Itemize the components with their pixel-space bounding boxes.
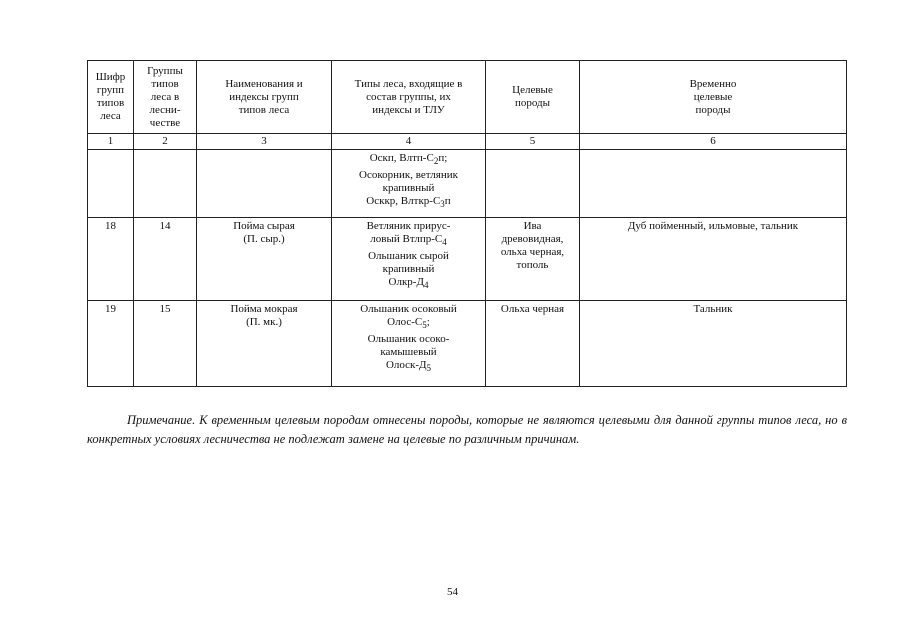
forest-type-line: крапивный: [382, 263, 435, 275]
cell-line: (П. сыр.): [243, 233, 285, 245]
name-cell: [197, 150, 332, 218]
forest-type-line: Олкр-$Д_4$: [388, 276, 429, 290]
header-line: типов леса: [238, 103, 290, 116]
index-subscript: 5: [426, 363, 432, 373]
forest-type-line: ловый Втлпр-$С_4$: [370, 233, 447, 247]
column-number-row: [88, 134, 847, 150]
page-number: 54: [447, 586, 458, 598]
header-line: типов: [151, 77, 179, 90]
temporary-cell: [580, 301, 847, 387]
types-cell: [332, 301, 486, 387]
header-cell: [486, 61, 580, 134]
target-cell: [486, 150, 580, 218]
types-cell: [332, 218, 486, 301]
column-number: 5: [486, 134, 580, 150]
header-line: Шифр: [95, 71, 126, 83]
header-line: леса: [100, 110, 121, 122]
header-line: индексы и ТЛУ: [372, 103, 445, 116]
header-cell: [134, 61, 197, 134]
forest-type-line: Ольшаник осоковый: [360, 303, 457, 315]
index-subscript: 5: [422, 320, 427, 330]
forest-types-table: [87, 60, 847, 387]
cell-line: Тальник: [693, 303, 733, 315]
index-subscript: 4: [442, 237, 447, 247]
cell-line: Пойма мокрая: [230, 303, 298, 315]
code-cell: [88, 150, 134, 218]
column-number: 4: [332, 134, 486, 150]
index-subscript: 4: [423, 280, 429, 290]
cell-line: Ива: [523, 220, 542, 232]
continuation-row: [88, 150, 847, 218]
cell-line: Дуб пойменный, ильмовые, тальник: [627, 220, 799, 232]
forest-type-line: Осккр, Влткр-$С_3п$: [366, 195, 451, 209]
column-number: 1: [88, 134, 134, 150]
temporary-cell: [580, 218, 847, 301]
forest-type-line: Осокорник, ветляник: [359, 169, 458, 181]
code-cell: 18: [88, 218, 134, 301]
forest-type-line: крапивный: [382, 182, 435, 194]
index-subscript: 3: [440, 199, 445, 209]
name-cell: [197, 218, 332, 301]
header-line: Временно: [689, 77, 737, 90]
groups-cell: 15: [134, 301, 197, 387]
header-line: честве: [149, 116, 181, 129]
header-row: [88, 61, 847, 134]
header-line: групп: [96, 84, 125, 96]
table-note: Примечание. К временным целевым породам отнесены породы, которые не являются целевыми для данной группы типов леса, но в конкретных условиях лесничества не подлежат замене на целевые по различным причинам.: [87, 412, 847, 446]
cell-line: ольха черная,: [500, 246, 565, 258]
cell-line: Ольха черная: [500, 303, 565, 315]
header-cell: [197, 61, 332, 134]
header-line: породы: [695, 103, 731, 116]
cell-line: Пойма сырая: [233, 220, 295, 232]
groups-cell: [134, 150, 197, 218]
header-line: Типы леса, входящие в: [354, 77, 463, 90]
types-cell: [332, 150, 486, 218]
name-cell: [197, 301, 332, 387]
header-line: типов: [96, 97, 125, 109]
header-cell: [332, 61, 486, 134]
temporary-cell: [580, 150, 847, 218]
header-line: леса в: [150, 90, 180, 103]
column-number: 6: [580, 134, 847, 150]
header-line: Целевые: [512, 84, 553, 96]
header-line: лесни-: [149, 103, 181, 116]
target-cell: [486, 218, 580, 301]
table-row: [88, 218, 847, 301]
cell-line: (П. мк.): [246, 316, 282, 328]
forest-type-line: Оскп, Влтп-$С_2п$;: [369, 152, 448, 166]
target-cell: [486, 301, 580, 387]
header-line: индексы групп: [229, 90, 299, 103]
cell-line: тополь: [516, 259, 549, 271]
table-row: [88, 301, 847, 387]
cell-line: древовидная,: [501, 233, 564, 245]
header-line: Наименования и: [225, 77, 303, 90]
groups-cell: 14: [134, 218, 197, 301]
forest-type-line: камышевый: [380, 346, 437, 358]
index-subscript: 2: [433, 156, 439, 166]
forest-type-line: Ветляник прирус-: [366, 220, 451, 232]
header-line: состав группы, их: [366, 90, 451, 103]
header-cell: [88, 61, 134, 134]
header-cell: [580, 61, 847, 134]
forest-type-line: Ольшаник сырой: [368, 250, 449, 262]
header-line: целевые: [693, 90, 733, 103]
header-line: Группы: [147, 64, 183, 77]
column-number: 2: [134, 134, 197, 150]
forest-type-line: Ольшаник осоко-: [367, 333, 450, 345]
column-number: 3: [197, 134, 332, 150]
forest-type-line: Олос-$С_5$;: [387, 316, 430, 330]
forest-type-line: Олоск-$Д_5$: [385, 359, 432, 373]
code-cell: 19: [88, 301, 134, 387]
header-line: породы: [514, 97, 551, 109]
